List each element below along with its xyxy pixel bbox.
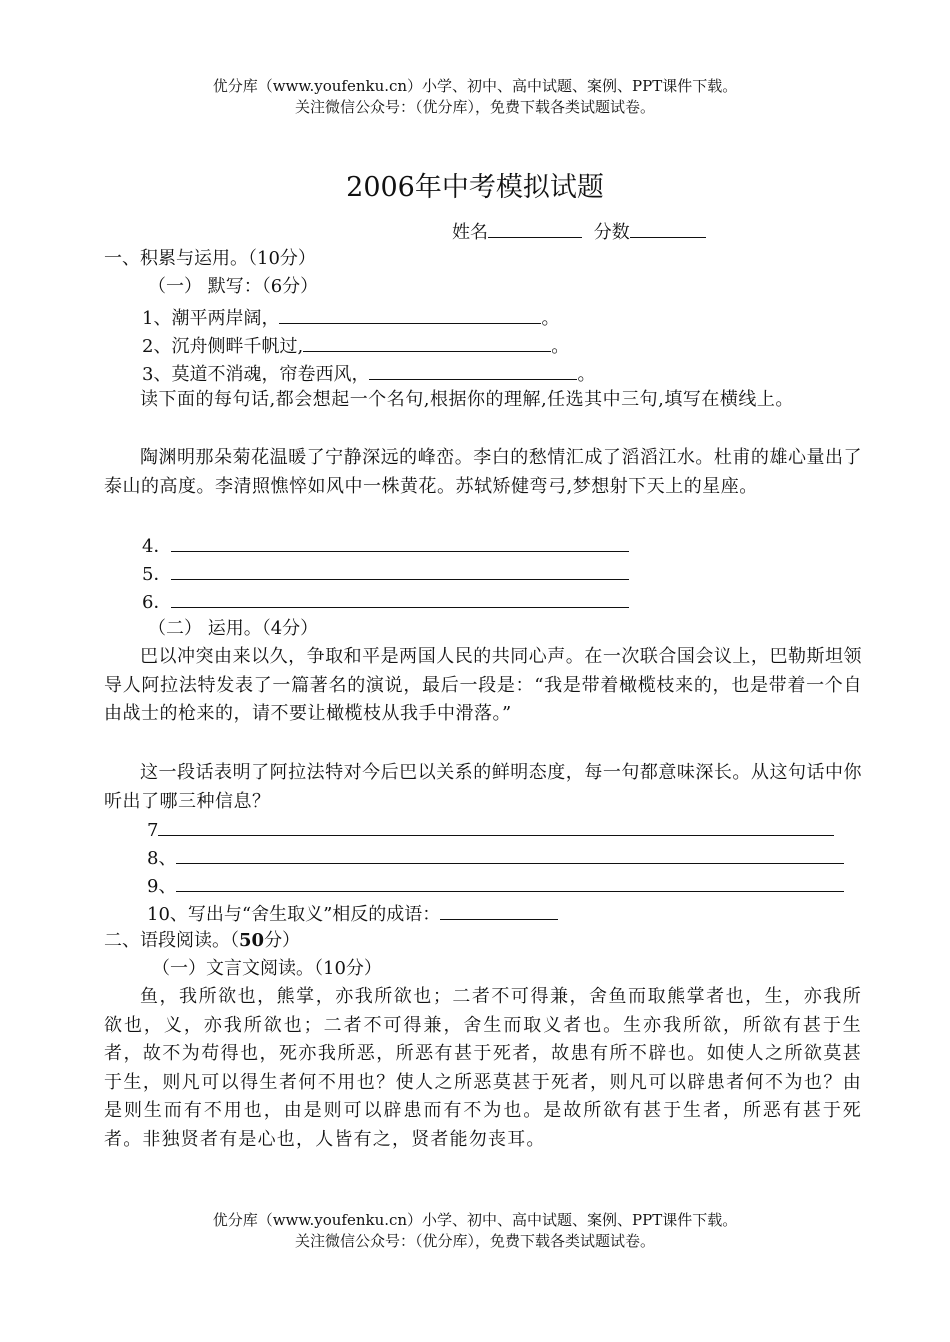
question-3-text: 3、莫道不消魂，帘卷西风， [142,364,370,385]
answer-blank-2[interactable] [303,331,551,352]
answer-blank-3[interactable] [369,359,577,380]
question-8 [147,843,844,873]
part1-sub1: （一） 默写：（6分） [148,276,319,297]
header-line-1: 优分库（www.youfenku.cn）小学、初中、高中试题、案例、PPT课件下载。 [212,77,738,95]
question-1-text: 1、潮平两岸阔， [142,308,280,329]
question-5-text: 5． [142,564,172,585]
header-line-2: 关注微信公众号：（优分库），免费下载各类试题试卷。 [294,98,655,116]
question-7-text: 7 [147,820,159,841]
footer-line-1: 优分库（www.youfenku.cn）小学、初中、高中试题、案例、PPT课件下载。 [212,1211,738,1229]
answer-blank-4[interactable] [171,531,629,552]
score-blank[interactable] [630,217,706,238]
name-score-line [452,217,706,247]
name-label: 姓名 [452,222,488,243]
question-3 [142,359,595,389]
question-9-text: 9、 [147,876,177,897]
period: 。 [577,364,596,385]
page-title: 2006年中考模拟试题 [346,172,604,203]
name-blank[interactable] [488,217,582,238]
instruction-paragraph: 读下面的每句话,都会想起一个名句,根据你的理解,任选其中三句,填写在横线上。 [140,389,794,410]
arafat-passage: 巴以冲突由来以久，争取和平是两国人民的共同心声。在一次联合国会议上，巴勒斯坦领导人阿拉法特发表了一篇著名的演说，最后一段是：“我是带着橄榄枝来的，也是带着一个自由战士的枪来的，请不要让橄榄枝从我手中滑落。” [104,646,862,725]
question-9 [147,871,844,901]
classical-text: 鱼，我所欲也，熊掌，亦我所欲也；二者不可得兼，舍鱼而取熊掌者也，生，亦我所欲也，义，亦我所欲也；二者不可得兼，舍生而取义者也。生亦我所欲，所欲有甚于生者，故不为苟得也，死亦我所恶，所恶有甚于死者，故患有所不辟也。如使人之所欲莫甚于生，则凡可以得生者何不用也？使人之所恶莫甚于死者，则凡可以辟患者何不为也？由是则生而有不用也，由是则可以辟患而有不为也。是故所欲有甚于生者，所恶有甚于死者。非独贤者有是心也，人皆有之，贤者能勿丧耳。 [104,986,862,1150]
period: 。 [541,308,560,329]
question-4-text: 4． [142,536,172,557]
question-2-text: 2、沉舟侧畔千帆过, [142,336,304,357]
score-label: 分数 [593,222,630,243]
part1-heading: 一、积累与运用。（10分） [104,248,316,269]
answer-blank-7[interactable] [158,815,834,836]
part2-heading-post: 分） [264,930,301,951]
question-8-text: 8、 [147,848,177,869]
part2-sub1: （一）文言文阅读。（10分） [152,958,382,979]
part2-heading [104,927,300,955]
question-5 [142,559,629,589]
part1-sub2: （二） 运用。（4分） [148,618,319,639]
answer-blank-1[interactable] [279,303,541,324]
footer-line-2: 关注微信公众号：（优分库），免费下载各类试题试卷。 [294,1232,655,1250]
question-2 [142,331,569,361]
question-10-text: 10、写出与“舍生取义”相反的成语： [147,904,441,925]
answer-blank-10[interactable] [440,899,558,920]
part2-heading-score: 50 [239,930,265,951]
answer-blank-5[interactable] [171,559,629,580]
prompt-paragraph: 陶渊明那朵菊花温暖了宁静深远的峰峦。李白的愁情汇成了滔滔江水。杜甫的雄心量出了泰山的高度。李清照憔悴如风中一株黄花。苏轼矫健弯弓,梦想射下天上的星座。 [104,447,862,497]
question-6 [142,587,629,617]
arafat-question: 这一段话表明了阿拉法特对今后巴以关系的鲜明态度，每一句都意味深长。从这句话中你听出了哪三种信息？ [104,762,862,812]
question-1 [142,303,559,333]
question-7 [147,815,834,845]
part2-heading-pre: 二、语段阅读。（ [104,930,239,951]
answer-blank-6[interactable] [171,587,629,608]
question-6-text: 6． [142,592,172,613]
answer-blank-8[interactable] [176,843,844,864]
period: 。 [551,336,570,357]
answer-blank-9[interactable] [176,871,844,892]
question-4 [142,531,629,561]
question-10 [147,899,558,929]
